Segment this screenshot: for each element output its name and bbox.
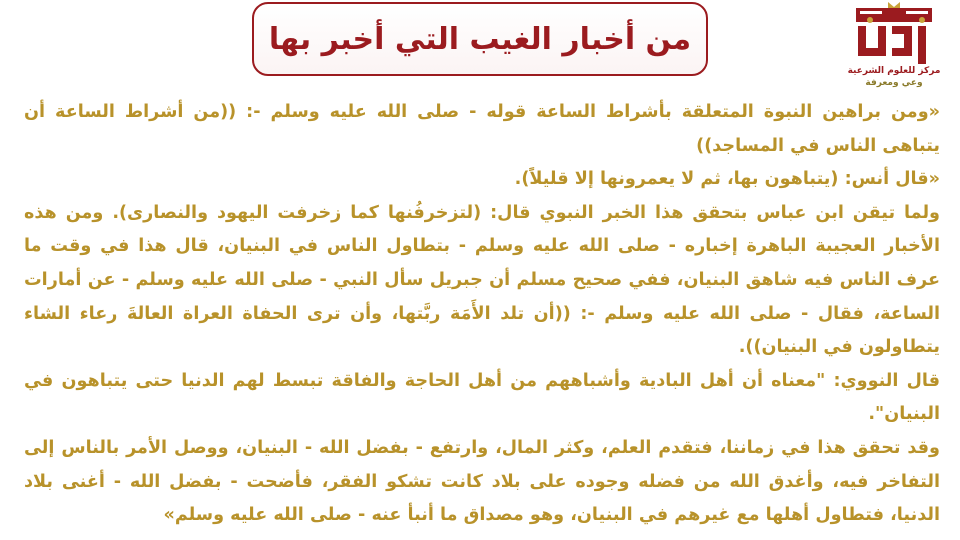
paragraph: «ومن براهين النبوة المتعلقة بأشراط الساعة قوله - صلى الله عليه وسلم -: ((من أشراط الساعة أن يتباهى الناس في المساجد))	[24, 102, 940, 156]
logo-mark-icon	[848, 2, 940, 64]
paragraph: وقد تحقق هذا في زماننا، فتقدم العلم، وكثر المال، وارتفع - بفضل الله - البنيان، ووصل الأمر بالناس إلى التفاخر فيه، وأغدق الله من فضله وجوده على بلاد كانت تشكو الفقر، فأضحت - بفضل الله - أغنى بلاد الدنيا، فتطاول أهلها مع غيرهم في البنيان، وهو مصداق ما أنبأ عنه - صلى الله عليه وسلم»	[24, 437, 940, 526]
title-banner	[252, 2, 708, 76]
ihkam-logo	[838, 2, 950, 94]
paragraph: ولما تيقن ابن عباس بتحقق هذا الخبر النبوي قال: (لتزخرفُنها كما زخرفت اليهود والنصارى). ومن هذه الأخبار العجيبة الباهرة إخباره - صلى الله عليه وسلم - بتطاول الناس في البنيان، قال هذا في وقت ما عرف الناس فيه شاهق البنيان، ففي صحيح مسلم أن جبريل سأل النبي - صلى الله عليه وسلم - عن أمارات الساعة، فقال - صلى الله عليه وسلم -: ((أن تلد الأَمَة ربَّتها، وأن ترى الحفاة العراة العالةَ رعاء الشاء يتطاولون في البنيان)).	[24, 202, 940, 358]
page-title: من أخبار الغيب التي أخبر بها	[268, 21, 692, 57]
logo-tagline: وعي ومعرفة	[865, 78, 923, 88]
paragraph: قال النووي: "معناه أن أهل البادية وأشباههم من أهل الحاجة والفاقة تبسط لهم الدنيا حتى يتباهون في البنيان".	[24, 370, 940, 425]
paragraph: «قال أنس: (يتباهون بها، ثم لا يعمرونها إلا قليلاً).	[514, 169, 940, 190]
logo-subtitle: مركز للعلوم الشرعية	[847, 66, 941, 76]
article-body	[24, 96, 940, 533]
